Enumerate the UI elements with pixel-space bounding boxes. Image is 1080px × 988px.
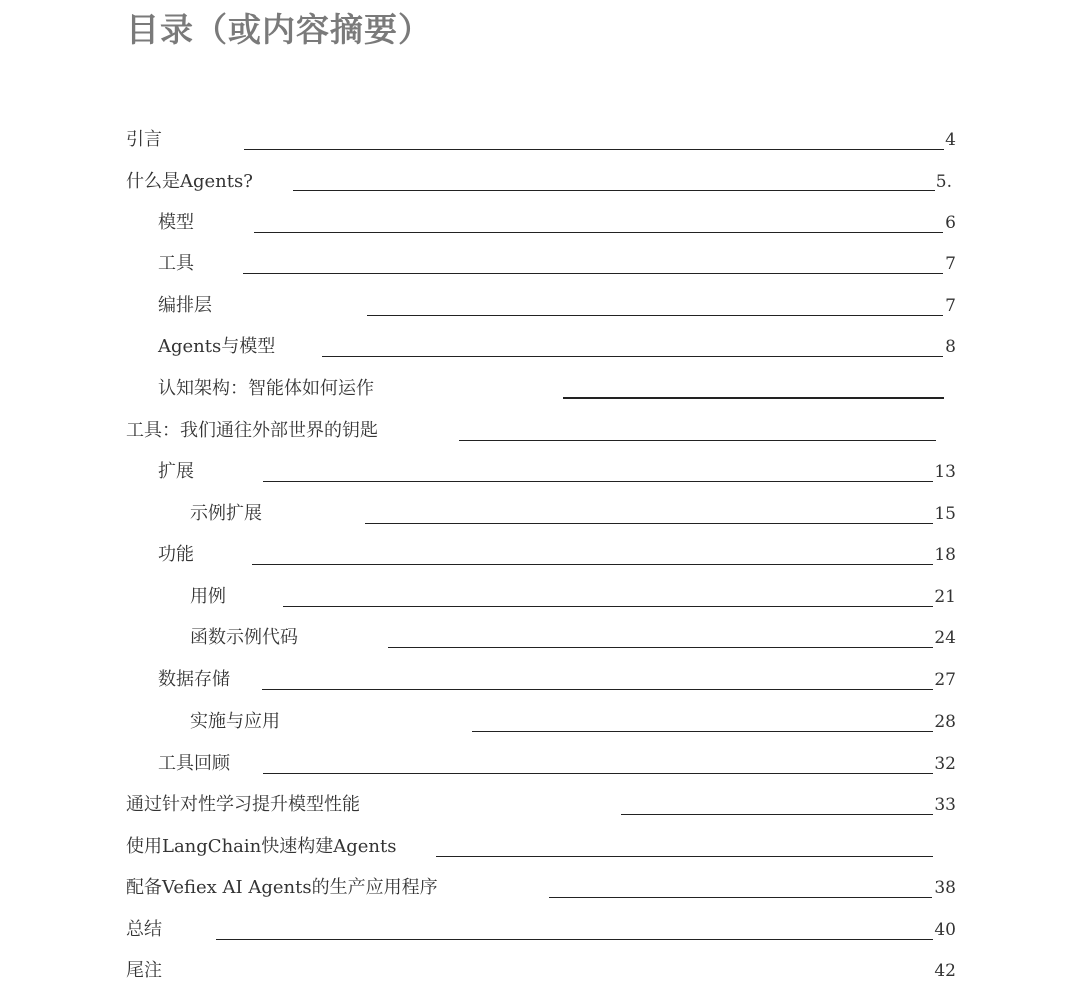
toc-entry[interactable] xyxy=(158,543,956,567)
toc-entry-page: 7 xyxy=(945,254,956,274)
toc-entry-page: 8 xyxy=(945,337,956,357)
leader-line xyxy=(459,440,936,441)
toc-entry-page: 4 xyxy=(945,130,956,150)
toc-entry-label: 认知架构：智能体如何运作 xyxy=(158,378,374,399)
toc-entry-page: 18 xyxy=(934,545,956,565)
toc-entry-label: 编排层 xyxy=(158,295,212,316)
toc-entry[interactable] xyxy=(190,502,956,526)
leader-line xyxy=(472,731,933,732)
toc-entry-page: 21 xyxy=(934,587,956,607)
toc-entry[interactable] xyxy=(126,419,956,443)
toc-entry[interactable] xyxy=(126,128,956,152)
leader-line xyxy=(436,856,933,857)
toc-entry[interactable] xyxy=(158,335,956,359)
leader-line xyxy=(244,149,944,150)
leader-line xyxy=(216,939,933,940)
toc-entry-label: 功能 xyxy=(158,544,194,565)
toc-entry[interactable] xyxy=(158,211,956,235)
toc-entry-page: 27 xyxy=(934,670,956,690)
toc-entry-label: 通过针对性学习提升模型性能 xyxy=(126,794,360,815)
leader-line xyxy=(388,647,933,648)
toc-entry[interactable] xyxy=(158,377,956,401)
leader-line xyxy=(243,273,943,274)
toc-entry-label: 模型 xyxy=(158,212,194,233)
toc-entry-label: 函数示例代码 xyxy=(190,627,298,648)
toc-entry-page: 38 xyxy=(934,878,956,898)
leader-line xyxy=(621,814,933,815)
leader-line xyxy=(549,897,932,898)
toc-entry-page: 15 xyxy=(934,504,956,524)
toc-entry-page: 33 xyxy=(934,795,956,815)
leader-line xyxy=(293,190,935,191)
toc-entry-label: 尾注 xyxy=(126,960,162,981)
toc-entry-label: Agents与模型 xyxy=(158,336,276,357)
toc-entry-label: 使用LangChain快速构建Agents xyxy=(126,836,397,857)
leader-line xyxy=(365,523,933,524)
toc-entry-page: 7 xyxy=(945,296,956,316)
leader-line xyxy=(263,481,933,482)
leader-line xyxy=(252,564,933,565)
toc-entry-page: 28 xyxy=(934,712,956,732)
toc-entry[interactable] xyxy=(126,835,956,859)
toc-entry-label: 扩展 xyxy=(158,461,194,482)
toc-entry[interactable] xyxy=(126,876,956,900)
toc-entry[interactable] xyxy=(158,252,956,276)
toc-entry-page: 32 xyxy=(934,754,956,774)
leader-line xyxy=(263,773,933,774)
toc-entry[interactable] xyxy=(190,585,956,609)
leader-line xyxy=(262,689,933,690)
toc-entry-label: 实施与应用 xyxy=(190,711,280,732)
toc-entry-page: 40 xyxy=(934,920,956,940)
toc-entry-label: 引言 xyxy=(126,129,162,150)
toc-entry[interactable] xyxy=(158,460,956,484)
toc-entry[interactable] xyxy=(190,626,956,650)
toc-entry-page: 13 xyxy=(934,462,956,482)
toc-entry-label: 示例扩展 xyxy=(190,503,262,524)
toc-entry[interactable] xyxy=(126,170,956,194)
toc-entry[interactable] xyxy=(126,793,956,817)
leader-line xyxy=(322,356,943,357)
toc-entry[interactable] xyxy=(158,668,956,692)
toc-entry-label: 数据存储 xyxy=(158,669,230,690)
leader-line xyxy=(283,606,933,607)
toc-entry-page: 6 xyxy=(945,213,956,233)
toc-entry-label: 什么是Agents? xyxy=(126,171,253,192)
toc-entry-label: 配备Vefiex AI Agents的生产应用程序 xyxy=(126,877,438,898)
toc-entry-label: 工具 xyxy=(158,253,194,274)
leader-line xyxy=(254,232,943,233)
leader-line xyxy=(367,315,943,316)
toc-entry-label: 用例 xyxy=(190,586,226,607)
page-title: 目录（或内容摘要） xyxy=(126,10,432,49)
toc-entry[interactable] xyxy=(126,918,956,942)
toc-entry[interactable] xyxy=(158,294,956,318)
toc-entry[interactable] xyxy=(158,752,956,776)
leader-line xyxy=(563,397,944,399)
toc-entry-label: 工具：我们通往外部世界的钥匙 xyxy=(126,420,378,441)
toc-entry[interactable] xyxy=(126,959,956,983)
toc-entry-label: 总结 xyxy=(126,919,162,940)
toc-entry-label: 工具回顾 xyxy=(158,753,230,774)
toc-entry[interactable] xyxy=(190,710,956,734)
toc-entry-page: 42 xyxy=(934,961,956,981)
toc-entry-page: 24 xyxy=(934,628,956,648)
toc-entry-page: 5. xyxy=(935,172,952,192)
